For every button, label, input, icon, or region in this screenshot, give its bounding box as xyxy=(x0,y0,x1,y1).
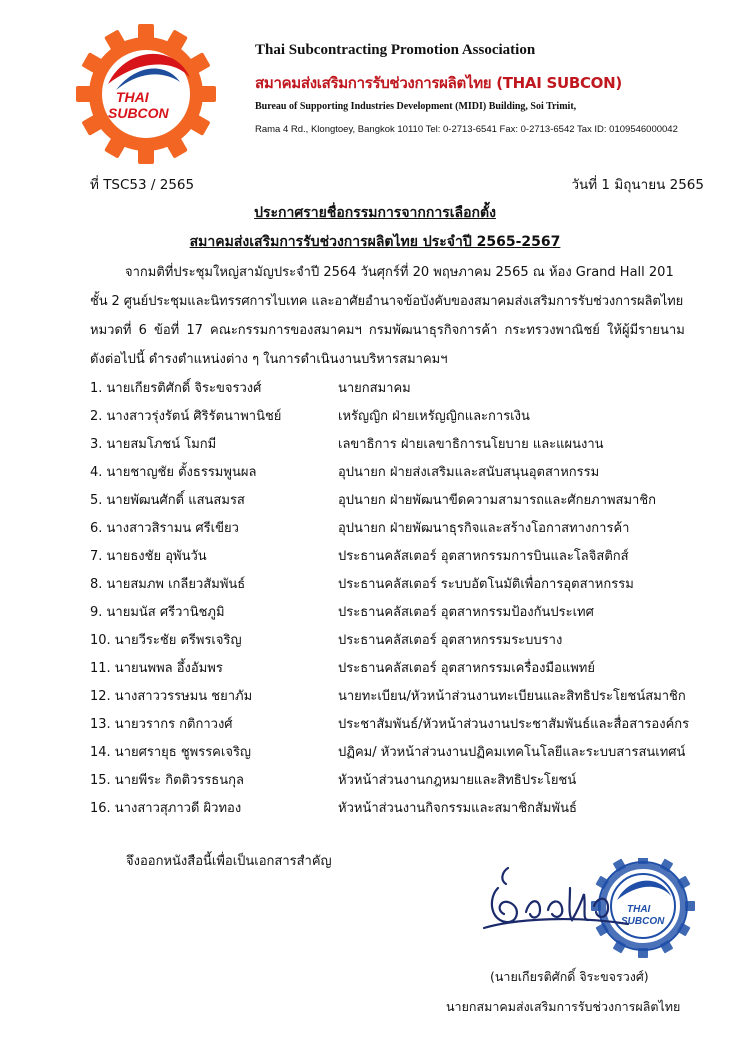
list-item xyxy=(90,545,720,569)
member-name: 7. นายธงชัย อุพันวัน xyxy=(90,549,207,564)
intro-line-3: หมวดที่ 6 ข้อที่ 17 คณะกรรมการของสมาคมฯ กรมพัฒนาธุรกิจการค้า กระทรวงพาณิชย์ ให้ผู้มีรายนาม xyxy=(90,323,685,338)
member-role: เหรัญญิก ฝ่ายเหรัญญิกและการเงิน xyxy=(338,409,530,424)
document-date: วันที่ 1 มิถุนายน 2565 xyxy=(571,177,704,193)
list-item xyxy=(90,489,720,513)
member-role: นายกสมาคม xyxy=(338,381,411,396)
list-item xyxy=(90,713,720,737)
list-item xyxy=(90,405,720,429)
list-item xyxy=(90,601,720,625)
member-role: ประชาสัมพันธ์/หัวหน้าส่วนงานประชาสัมพันธ์และสื่อสารองค์กร xyxy=(338,717,690,732)
list-item xyxy=(90,377,720,401)
document-number: ที่ TSC53 / 2565 xyxy=(90,177,195,193)
member-name: 4. นายชาญชัย ตั้งธรรมพูนผล xyxy=(90,465,257,480)
member-name: 16. นางสาวสุภาวดี ผิวทอง xyxy=(90,801,242,816)
member-name: 12. นางสาววรรษมน ชยาภัม xyxy=(90,689,253,704)
intro-line-4: ดังต่อไปนี้ ดำรงตำแหน่งต่าง ๆ ในการดำเนินงานบริหารสมาคมฯ xyxy=(90,352,448,367)
list-item xyxy=(90,741,720,765)
org-name-thai: สมาคมส่งเสริมการรับช่วงการผลิตไทย (THAI SUBCON) xyxy=(255,74,622,92)
member-role: หัวหน้าส่วนงานกิจกรรมและสมาชิกสัมพันธ์ xyxy=(338,801,577,816)
signer-name: (นายเกียรติศักดิ์ จิระขจรวงศ์) xyxy=(490,969,649,984)
announcement-subtitle: สมาคมส่งเสริมการรับช่วงการผลิตไทย ประจำปี 2565-2567 xyxy=(189,234,561,250)
member-name: 13. นายวรากร กติกาวงศ์ xyxy=(90,717,233,732)
org-bureau: Bureau of Supporting Industries Development (MIDI) Building, Soi Trimit, xyxy=(255,101,577,112)
list-item xyxy=(90,685,720,709)
intro-line-1: จากมติที่ประชุมใหญ่สามัญประจำปี 2564 วันศุกร์ที่ 20 พฤษภาคม 2565 ณ ห้อง Grand Hall 201 xyxy=(125,265,674,280)
list-item xyxy=(90,517,720,541)
member-name: 1. นายเกียรติศักดิ์ จิระขจรวงศ์ xyxy=(90,381,262,396)
list-item xyxy=(90,629,720,653)
member-role: ประธานคลัสเตอร์ อุตสาหกรรมป้องกันประเทศ xyxy=(338,605,594,620)
member-name: 11. นายนพพล อึ้งอัมพร xyxy=(90,661,223,676)
member-role: หัวหน้าส่วนงานกฎหมายและสิทธิประโยชน์ xyxy=(338,773,577,788)
member-role: ประธานคลัสเตอร์ ระบบอัตโนมัติเพื่อการอุตสาหกรรม xyxy=(338,577,634,592)
org-name-english: Thai Subcontracting Promotion Association xyxy=(255,42,536,58)
member-role: ประธานคลัสเตอร์ อุตสาหกรรมเครื่องมือแพทย์ xyxy=(338,661,595,676)
intro-line-2: ชั้น 2 ศูนย์ประชุมและนิทรรศการไบเทค และอาศัยอำนาจข้อบังคับของสมาคมส่งเสริมการรับช่วงการผลิตไทย xyxy=(90,294,684,309)
member-name: 2. นางสาวรุ่งรัตน์ ศิริรัตนาพานิชย์ xyxy=(90,409,282,424)
list-item xyxy=(90,433,720,457)
member-role: ประธานคลัสเตอร์ อุตสาหกรรมการบินและโลจิสติกส์ xyxy=(338,549,629,564)
list-item xyxy=(90,461,720,485)
org-address: Rama 4 Rd., Klongtoey, Bangkok 10110 Tel: 0-2713-6541 Fax: 0-2713-6542 Tax ID: 0109546000042 xyxy=(255,124,678,135)
stamp-text-thai: THAI xyxy=(627,904,651,915)
closing-statement: จึงออกหนังสือนี้เพื่อเป็นเอกสารสำคัญ xyxy=(126,854,332,869)
member-name: 5. นายพัฒนศักดิ์ แสนสมรส xyxy=(90,493,245,508)
member-name: 10. นายวีระชัย ตรีพรเจริญ xyxy=(90,633,242,648)
member-name: 3. นายสมโภชน์ โมกมี xyxy=(90,437,217,452)
member-name: 8. นายสมภพ เกลียวสัมพันธ์ xyxy=(90,577,246,592)
stamp-text-subcon: SUBCON xyxy=(621,916,665,927)
signature-with-stamp xyxy=(478,858,708,968)
announcement-title: ประกาศรายชื่อกรรมการจากการเลือกตั้ง xyxy=(254,205,496,221)
list-item xyxy=(90,769,720,793)
member-name: 9. นายมนัส ศรีวานิชภูมิ xyxy=(90,605,225,620)
thai-subcon-logo xyxy=(58,20,238,168)
list-item xyxy=(90,573,720,597)
member-role: นายทะเบียน/หัวหน้าส่วนงานทะเบียนและสิทธิประโยชน์สมาชิก xyxy=(338,689,686,704)
member-role: ประธานคลัสเตอร์ อุตสาหกรรมระบบราง xyxy=(338,633,563,648)
member-role: อุปนายก ฝ่ายพัฒนาขีดความสามารถและศักยภาพสมาชิก xyxy=(338,493,657,508)
logo-text-thai: THAI xyxy=(116,89,149,105)
member-name: 14. นายศรายุธ ชูพรรคเจริญ xyxy=(90,745,252,760)
member-name: 6. นางสาวสิรามน ศรีเขียว xyxy=(90,521,239,536)
signer-title: นายกสมาคมส่งเสริมการรับช่วงการผลิตไทย xyxy=(446,999,681,1014)
member-role: ปฏิคม/ หัวหน้าส่วนงานปฏิคมเทคโนโลยีและระบบสารสนเทศน์ xyxy=(338,745,686,760)
member-role: เลขาธิการ ฝ่ายเลขาธิการนโยบาย และแผนงาน xyxy=(338,437,604,452)
member-role: อุปนายก ฝ่ายส่งเสริมและสนับสนุนอุตสาหกรรม xyxy=(338,465,600,480)
list-item xyxy=(90,797,720,821)
member-role: อุปนายก ฝ่ายพัฒนาธุรกิจและสร้างโอกาสทางการค้า xyxy=(338,521,630,536)
list-item xyxy=(90,657,720,681)
member-name: 15. นายพีระ กิตติวรรธนกุล xyxy=(90,773,244,788)
stamp-icon xyxy=(591,858,695,958)
logo-text-subcon: SUBCON xyxy=(108,105,169,121)
